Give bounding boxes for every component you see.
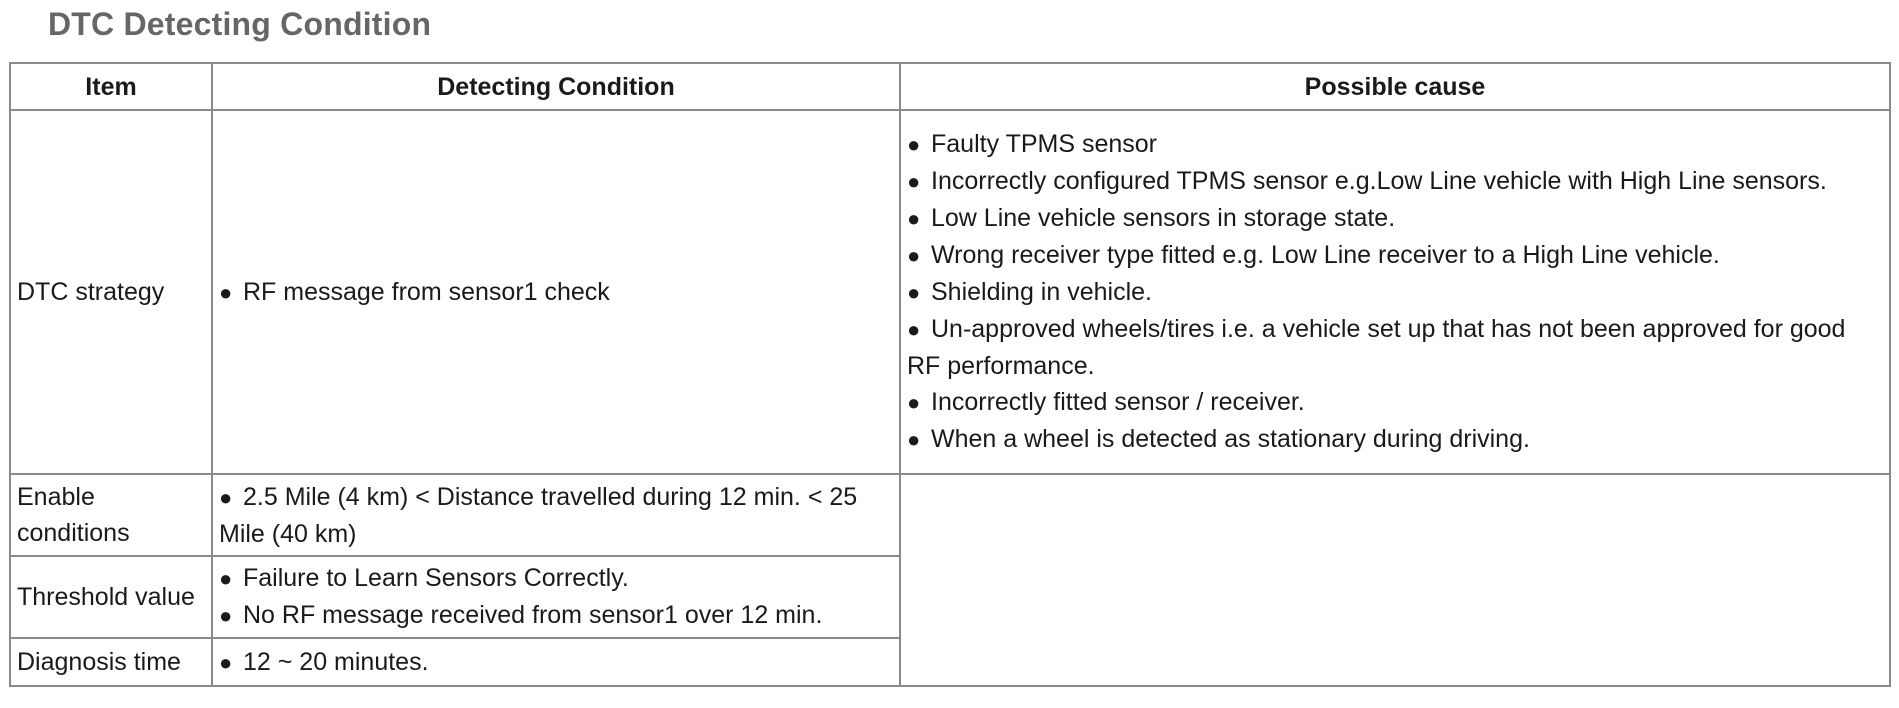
- cause-text: Low Line vehicle sensors in storage state.: [931, 204, 1396, 232]
- condition-line: [219, 597, 893, 634]
- cause-text: When a wheel is detected as stationary during driving.: [931, 425, 1530, 453]
- cause-line: [907, 237, 1883, 274]
- item-cell: Threshold value: [10, 556, 212, 638]
- header-detecting-condition: Detecting Condition: [212, 63, 900, 110]
- cause-text: Incorrectly fitted sensor / receiver.: [931, 388, 1305, 416]
- bullet-icon: ●: [907, 280, 921, 305]
- cause-text: Wrong receiver type fitted e.g. Low Line receiver to a High Line vehicle.: [931, 241, 1720, 269]
- condition-line: [219, 274, 893, 311]
- bullet-icon: ●: [907, 427, 921, 452]
- empty-cause-cell: [900, 474, 1890, 686]
- bullet-icon: ●: [219, 566, 233, 591]
- cause-text: Incorrectly configured TPMS sensor e.g.Low Line vehicle with High Line sensors.: [931, 167, 1827, 195]
- cause-line: [907, 421, 1883, 458]
- condition-line: [219, 560, 893, 597]
- item-cell: Enable conditions: [10, 474, 212, 556]
- table-header-row: [10, 63, 1890, 110]
- bullet-icon: ●: [219, 603, 233, 628]
- bullet-icon: ●: [219, 649, 233, 675]
- cause-line: [907, 163, 1883, 200]
- bullet-icon: ●: [219, 484, 233, 510]
- bullet-icon: ●: [907, 169, 921, 194]
- cause-text: Shielding in vehicle.: [931, 278, 1152, 306]
- cause-line: [907, 384, 1883, 421]
- bullet-icon: ●: [907, 317, 921, 342]
- item-cell: DTC strategy: [10, 110, 212, 474]
- condition-cell: [212, 474, 900, 556]
- condition-cell: [212, 638, 900, 686]
- page-title: DTC Detecting Condition: [48, 6, 432, 42]
- condition-line: [219, 479, 893, 552]
- bullet-icon: ●: [907, 206, 921, 231]
- table-row: [10, 110, 1890, 474]
- condition-text: 2.5 Mile (4 km) < Distance travelled during 12 min. < 25 Mile (40 km): [219, 482, 858, 548]
- bullet-icon: ●: [907, 243, 921, 268]
- cause-line: [907, 200, 1883, 237]
- condition-line: [219, 644, 893, 681]
- table-row: [10, 474, 1890, 556]
- condition-cell: [212, 110, 900, 474]
- condition-text: 12 ~ 20 minutes.: [243, 647, 429, 676]
- possible-cause-cell: [900, 110, 1890, 474]
- header-item: Item: [10, 63, 212, 110]
- condition-text: Failure to Learn Sensors Correctly.: [243, 564, 629, 592]
- header-possible-cause: Possible cause: [900, 63, 1890, 110]
- cause-text: Faulty TPMS sensor: [931, 130, 1158, 158]
- dtc-table: [9, 62, 1891, 687]
- bullet-icon: ●: [219, 279, 233, 305]
- bullet-icon: ●: [907, 390, 921, 415]
- condition-text: RF message from sensor1 check: [243, 277, 610, 306]
- cause-line: [907, 311, 1883, 384]
- cause-line: [907, 126, 1883, 163]
- condition-text: No RF message received from sensor1 over 12 min.: [243, 601, 823, 629]
- bullet-icon: ●: [907, 132, 921, 157]
- item-cell: Diagnosis time: [10, 638, 212, 686]
- cause-line: [907, 274, 1883, 311]
- cause-text: Un-approved wheels/tires i.e. a vehicle set up that has not been approved for good RF performance.: [907, 315, 1846, 380]
- condition-cell: [212, 556, 900, 638]
